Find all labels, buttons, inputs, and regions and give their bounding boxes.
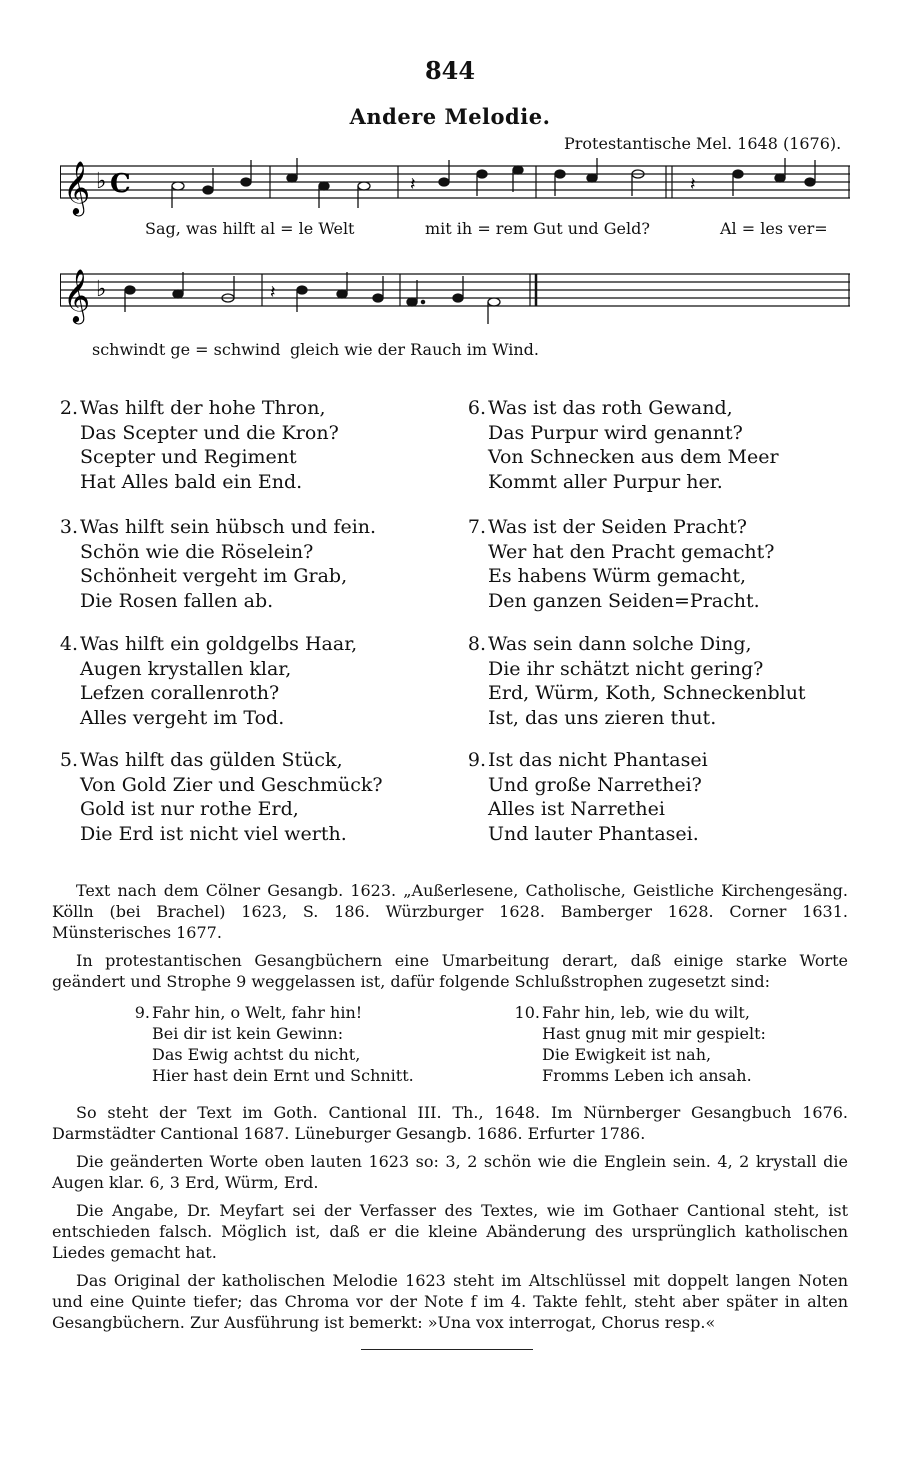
stanza	[467, 396, 779, 494]
verse-line: Von Gold Zier und Geschmück?	[80, 773, 383, 796]
verse-line: Das Ewig achtst du nicht,	[152, 1045, 361, 1064]
verse-line: Hier hast dein Ernt und Schnitt.	[152, 1066, 414, 1085]
stanza-number: 6.	[467, 397, 486, 419]
verse-line: Das Scepter und die Kron?	[80, 421, 339, 444]
stanza-number: 10.	[514, 1003, 540, 1022]
verse-line: Erd, Würm, Koth, Schneckenblut	[488, 682, 806, 704]
stanza-number: 7.	[467, 516, 486, 538]
verse-line: Lefzen corallenroth?	[80, 682, 280, 704]
stanza	[467, 515, 775, 613]
verse-line: Was sein dann solche Ding,	[488, 633, 752, 655]
verse-line: Fahr hin, o Welt, fahr hin!	[152, 1003, 363, 1022]
verse-line: Die Erd ist nicht viel werth.	[80, 822, 347, 845]
verse-line: Was hilft ein goldgelbs Haar,	[80, 633, 358, 655]
note-paragraph: Die Angabe, Dr. Meyfart sei der Verfasser des Textes, wie im Gothaer Cantional steht, ist entschieden falsch. Möglich ist, daß er die kleine Abänderung des ursprünglich katholischen Liedes gemacht hat.	[52, 1201, 848, 1262]
verse-line: Das Purpur wird genannt?	[488, 421, 743, 444]
verse-line: Ist, das uns zieren thut.	[488, 706, 717, 729]
verse-line: Von Schnecken aus dem Meer	[488, 446, 779, 468]
lyric-fragment: schwindt ge = schwind	[92, 340, 281, 359]
verse-line: Und lauter Phantasei.	[488, 822, 699, 845]
verse-line: Wer hat den Pracht gemacht?	[488, 540, 775, 563]
lyrics-system-2	[0, 340, 900, 364]
stanza-number: 4.	[59, 633, 78, 655]
melody-source: Protestantische Mel. 1648 (1676).	[564, 134, 842, 153]
lyric-fragment: Sag, was hilft al = le Welt	[145, 219, 355, 238]
note-paragraph: So steht der Text im Goth. Cantional III. Th., 1648. Im Nürnberger Gesangbuch 1676. Darmstädter Cantional 1687. Lüneburger Gesangb. 1686. Erfurter 1786.	[52, 1103, 848, 1143]
verse-line: Und große Narrethei?	[488, 773, 702, 796]
flat-icon: ♭	[96, 169, 107, 194]
verse-line: Fahr hin, leb, wie du wilt,	[542, 1003, 750, 1022]
stanza-number: 8.	[467, 633, 486, 655]
stanza	[467, 632, 806, 730]
treble-clef-icon: 𝄞	[63, 268, 91, 322]
verse-line: Den ganzen Seiden=Pracht.	[488, 589, 760, 612]
verse-line: Was hilft das gülden Stück,	[80, 749, 343, 771]
flat-icon: ♭	[96, 277, 107, 302]
verse-line: Ist das nicht Phantasei	[488, 749, 708, 771]
stanza-number: 5.	[59, 749, 78, 771]
stanza	[59, 515, 377, 613]
verse-line: Alles vergeht im Tod.	[80, 706, 285, 729]
note-paragraph: In protestantischen Gesangbüchern eine Umarbeitung derart, daß einige starke Worte geändert und Strophe 9 weggelassen ist, dafür folgende Schlußstrophen zugesetzt sind:	[52, 951, 848, 991]
verse-line: Was ist der Seiden Pracht?	[488, 516, 747, 538]
stanza	[59, 632, 358, 730]
verse-line: Hast gnug mit mir gespielt:	[542, 1024, 766, 1043]
verse-line: Fromms Leben ich ansah.	[542, 1066, 752, 1085]
note-paragraph: Das Original der katholischen Melodie 1623 steht im Altschlüssel mit doppelt langen Noten und eine Quinte tiefer; das Chroma vor der Note f im 4. Takte fehlt, steht aber später in alten Gesangbüchern. Zur Ausführung ist bemerkt: »Una vox interrogat, Chorus resp.«	[52, 1271, 848, 1332]
verse-line: Gold ist nur rothe Erd,	[80, 798, 299, 820]
note-paragraph: Die geänderten Worte oben lauten 1623 so: 3, 2 schön wie die Englein sein. 4, 2 krystall die Augen klar. 6, 3 Erd, Würm, Erd.	[52, 1152, 848, 1192]
verse-line: Hat Alles bald ein End.	[80, 470, 303, 493]
verse-line: Schönheit vergeht im Grab,	[80, 565, 348, 587]
lyric-fragment: mit ih = rem Gut und Geld?	[425, 219, 650, 238]
melody-title: Andere Melodie.	[349, 104, 551, 129]
lyric-fragment: Al = les ver=	[720, 219, 828, 238]
lyric-fragment: gleich wie der Rauch im Wind.	[290, 340, 540, 359]
rest-icon: 𝄽	[410, 174, 416, 195]
footer-rule	[361, 1349, 533, 1350]
page-number: 844	[424, 56, 476, 85]
verse-line: Bei dir ist kein Gewinn:	[152, 1024, 344, 1043]
verse-line: Alles ist Narrethei	[488, 798, 665, 820]
verse-line: Es habens Würm gemacht,	[488, 565, 747, 587]
music-staff-system-2	[60, 258, 850, 336]
stanza	[59, 748, 383, 846]
verse-line: Was hilft sein hübsch und fein.	[80, 516, 377, 538]
stanza-number: 3.	[59, 516, 78, 538]
extra-stanza	[514, 1002, 766, 1086]
verse-line: Die Rosen fallen ab.	[80, 589, 274, 612]
notes-block-top	[52, 880, 848, 992]
rest-icon: 𝄽	[270, 282, 276, 303]
rest-icon: 𝄽	[690, 174, 696, 195]
verse-line: Augen krystallen klar,	[80, 657, 292, 680]
verse-line: Was hilft der hohe Thron,	[80, 397, 326, 419]
extra-stanza	[134, 1002, 414, 1086]
stanza	[59, 396, 339, 494]
stanza	[467, 748, 708, 846]
music-staff-system-1	[60, 158, 850, 220]
stanza-number: 9.	[467, 749, 486, 771]
verse-line: Scepter und Regiment	[80, 446, 297, 468]
common-time-icon: C	[110, 169, 131, 199]
notes-block-bottom	[52, 1102, 848, 1333]
lyrics-system-1	[0, 219, 900, 243]
verse-line: Die Ewigkeit ist nah,	[542, 1045, 712, 1064]
verse-line: Die ihr schätzt nicht gering?	[488, 657, 764, 680]
verse-line: Kommt aller Purpur her.	[488, 470, 723, 493]
treble-clef-icon: 𝄞	[63, 160, 91, 214]
stanza-number: 2.	[59, 397, 78, 419]
verse-line: Schön wie die Röselein?	[80, 540, 314, 563]
stanza-number: 9.	[134, 1003, 150, 1022]
note-paragraph: Text nach dem Cölner Gesangb. 1623. „Außerlesene, Catholische, Geistliche Kirchengesäng. Kölln (bei Brachel) 1623, S. 186. Würzburger 1628. Bamberger 1628. Corner 1631. Münsterisches 1677.	[52, 881, 848, 942]
verse-line: Was ist das roth Gewand,	[488, 397, 733, 419]
